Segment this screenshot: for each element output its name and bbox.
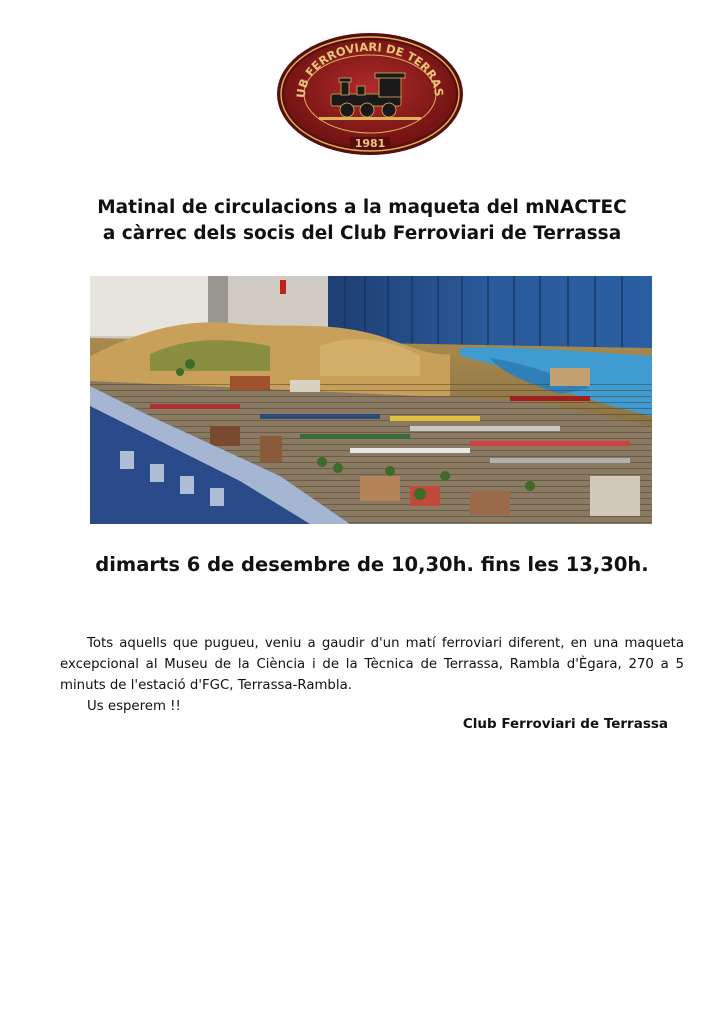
model-railway-photo (90, 276, 652, 524)
club-logo (275, 31, 465, 157)
logo-club-name: UB FERROVIARI DE TERRAS (293, 39, 447, 99)
signature: Club Ferroviari de Terrassa (462, 716, 668, 732)
title-line-2: a càrrec dels socis del Club Ferroviari de Terrassa (102, 223, 622, 244)
logo-year: 1981 (354, 137, 386, 150)
event-date: dimarts 6 de desembre de 10,30h. fins les 13,30h. (95, 553, 649, 576)
body-paragraph: Tots aquells que pugueu, veniu a gaudir d'un matí ferroviari diferent, en una maqueta excepcional al Museu de la Ciència i de la Tècnica de Terrassa, Rambla d'Ègara, 270 a 5 minuts de l'estació d'FGC, Terrassa-Rambla. (60, 636, 684, 693)
title-line-1: Matinal de circulacions a la maqueta del mNACTEC (97, 197, 627, 218)
body-text (60, 633, 684, 717)
page-title (60, 195, 664, 247)
greeting: Us esperem !! (87, 699, 181, 714)
